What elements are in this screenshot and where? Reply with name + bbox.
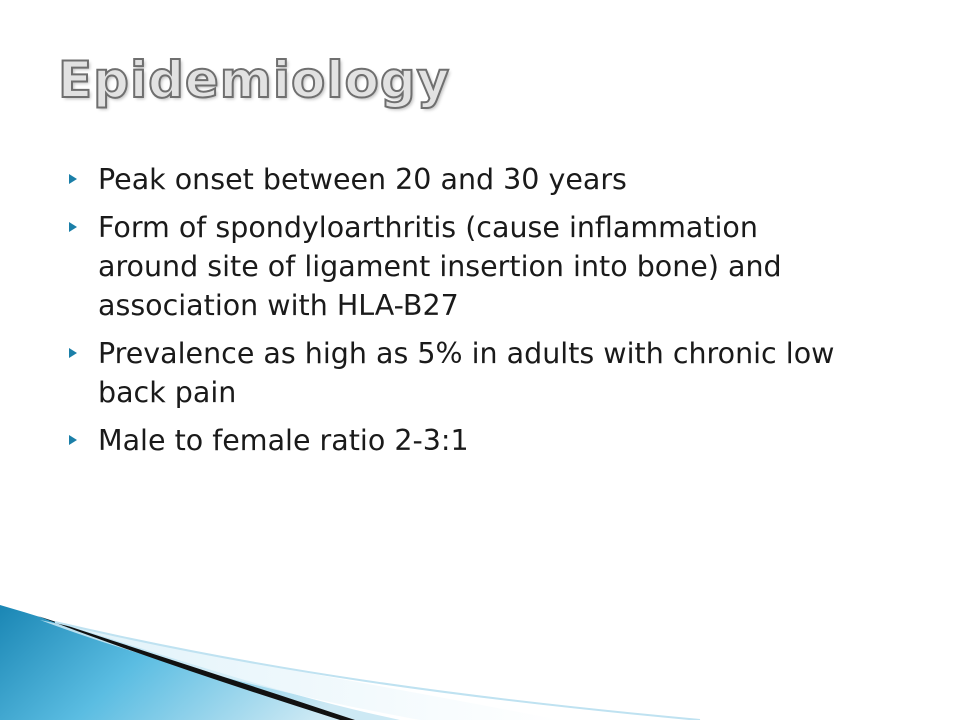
triangle-bullet-icon xyxy=(69,222,77,232)
bullet-text: Form of spondyloarthritis (cause inflammation around site of ligament insertion into bone) and association with HLA-B27 xyxy=(98,211,782,322)
slide-title: Epidemiology xyxy=(58,51,451,109)
bullet-item xyxy=(66,208,866,325)
triangle-bullet-icon xyxy=(69,435,77,445)
bullet-text: Male to female ratio 2-3:1 xyxy=(98,424,469,457)
triangle-bullet-icon xyxy=(69,174,77,184)
bullet-item xyxy=(66,421,866,460)
bullet-text: Peak onset between 20 and 30 years xyxy=(98,163,627,196)
bullet-list xyxy=(66,160,866,469)
wave-decoration xyxy=(0,580,960,720)
bullet-text: Prevalence as high as 5% in adults with chronic low back pain xyxy=(98,337,835,409)
bullet-item xyxy=(66,334,866,412)
bullet-item xyxy=(66,160,866,199)
triangle-bullet-icon xyxy=(69,348,77,358)
